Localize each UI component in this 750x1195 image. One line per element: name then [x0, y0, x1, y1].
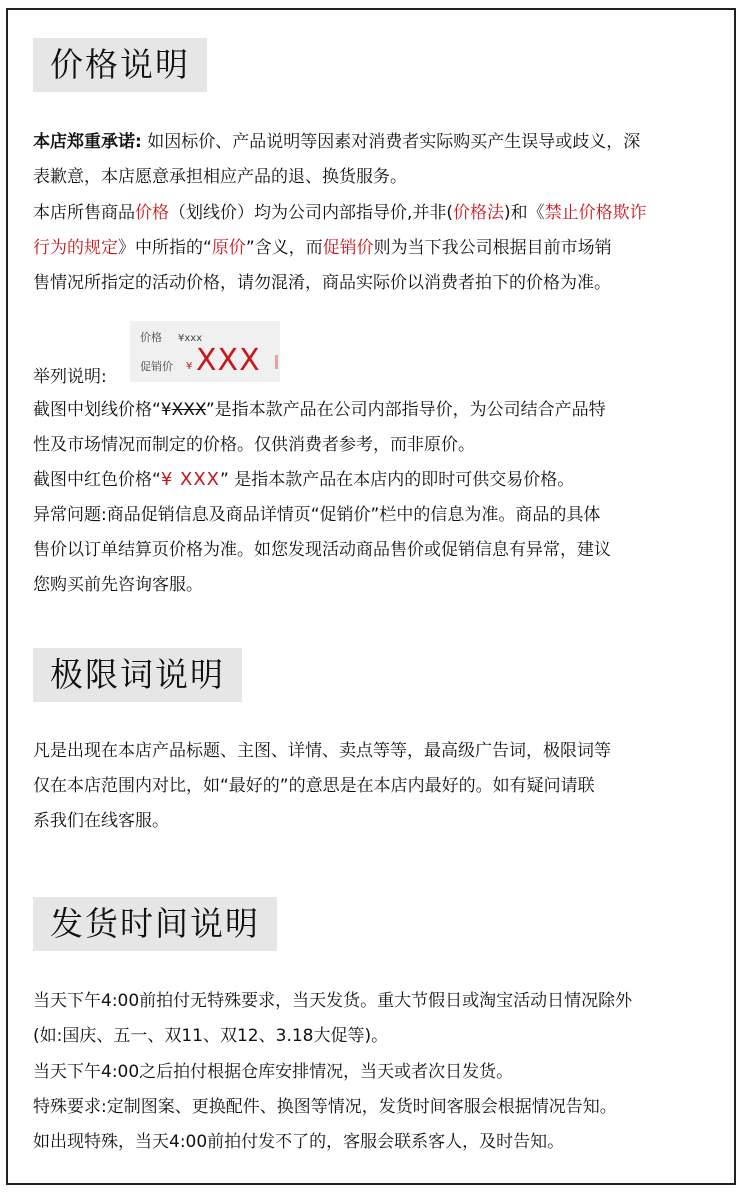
price-sample-image	[130, 321, 280, 382]
extreme-line-1: 凡是出现在本店产品标题、主图、详情、卖点等等，最高级广告词，极限词等	[33, 741, 611, 761]
sample-yen-symbol: ¥	[186, 361, 193, 372]
promise-text: 如因标价、产品说明等因素对消费者实际购买产生误导或歧义，深	[141, 132, 641, 152]
text-span: )和《	[504, 203, 545, 223]
sample-price-value: ¥xxx	[178, 333, 203, 344]
text-span: ”是指本款产品在公司内部指导价，为公司结合产品特	[205, 400, 606, 420]
explain-line-3	[33, 464, 574, 496]
text-span: 截图中划线价格“¥	[33, 400, 172, 420]
promise-label: 本店郑重承诺:	[33, 132, 142, 152]
promise-line-2: 表歉意，本店愿意承担相应产品的退、换货服务。	[33, 167, 407, 187]
price-line-3	[33, 197, 647, 229]
shipping-line-5: 如出现特殊，当天4:00前拍付发不了的，客服会联系客人，及时告知。	[33, 1132, 565, 1152]
explain-line-4: 异常问题:商品促销信息及商品详情页“促销价”栏中的信息为准。商品的具体	[33, 505, 601, 525]
price-line-4	[33, 232, 612, 264]
sample-price-label: 价格	[140, 331, 162, 344]
red-price-law: 价格法	[453, 203, 505, 223]
text-span: 本店所售商品	[33, 203, 135, 223]
shipping-line-2: (如:国庆、五一、双11、双12、3.18大促等)。	[33, 1026, 389, 1046]
extreme-words-heading: 极限词说明	[33, 648, 242, 702]
sample-promo-value: XXX	[196, 343, 261, 378]
explain-line-1	[33, 394, 606, 426]
sample-price-row	[140, 329, 202, 345]
example-label: 举列说明:	[33, 367, 107, 387]
red-regulation-title: 禁止价格欺诈	[544, 203, 647, 223]
shipping-heading: 发货时间说明	[33, 897, 277, 951]
explain-line-2: 性及市场情况而制定的价格。仅供消费者参考，而非原价。	[33, 435, 475, 455]
sample-promo-label: 促销价	[140, 360, 173, 373]
text-span: 》中所指的“	[118, 238, 212, 258]
extreme-line-3: 系我们在线客服。	[33, 811, 169, 831]
shipping-line-4: 特殊要求:定制图案、更换配件、换图等情况，发货时间客服会根据情况告知。	[33, 1097, 617, 1117]
text-span: 则为当下我公司根据目前市场销	[373, 238, 612, 258]
struck-price: XXX	[171, 400, 206, 420]
shipping-line-3: 当天下午4:00之后拍付根据仓库安排情况，当天或者次日发货。	[33, 1062, 514, 1082]
text-span: 截图中红色价格“	[33, 470, 161, 490]
explain-line-6: 您购买前先咨询客服。	[33, 575, 203, 595]
explain-line-5: 售价以订单结算页价格为准。如您发现活动商品售价或促销信息有异常，建议	[33, 540, 611, 560]
shipping-line-1: 当天下午4:00前拍付无特殊要求，当天发货。重大节假日或淘宝活动日情况除外	[33, 991, 633, 1011]
red-price-word: 价格	[135, 203, 169, 223]
promise-line-1	[33, 126, 640, 158]
red-sample-price: ¥ XXX	[160, 469, 220, 490]
red-regulation-title-cont: 行为的规定	[33, 238, 118, 258]
extreme-line-2: 仅在本店范围内对比，如“最好的”的意思是在本店内最好的。如有疑问请联	[33, 776, 595, 796]
text-span: ”含义，而	[245, 238, 323, 258]
red-promo-price: 促销价	[322, 238, 374, 258]
text-span: （划线价）均为公司内部指导价,并非(	[169, 203, 454, 223]
red-original-price: 原价	[211, 238, 246, 258]
text-span: ” 是指本款产品在本店内的即时可供交易价格。	[219, 470, 575, 490]
sample-decoration-bar	[275, 355, 278, 369]
price-line-5: 售情况所指定的活动价格，请勿混淆，商品实际价以消费者拍下的价格为准。	[33, 273, 611, 293]
price-heading: 价格说明	[33, 38, 207, 92]
